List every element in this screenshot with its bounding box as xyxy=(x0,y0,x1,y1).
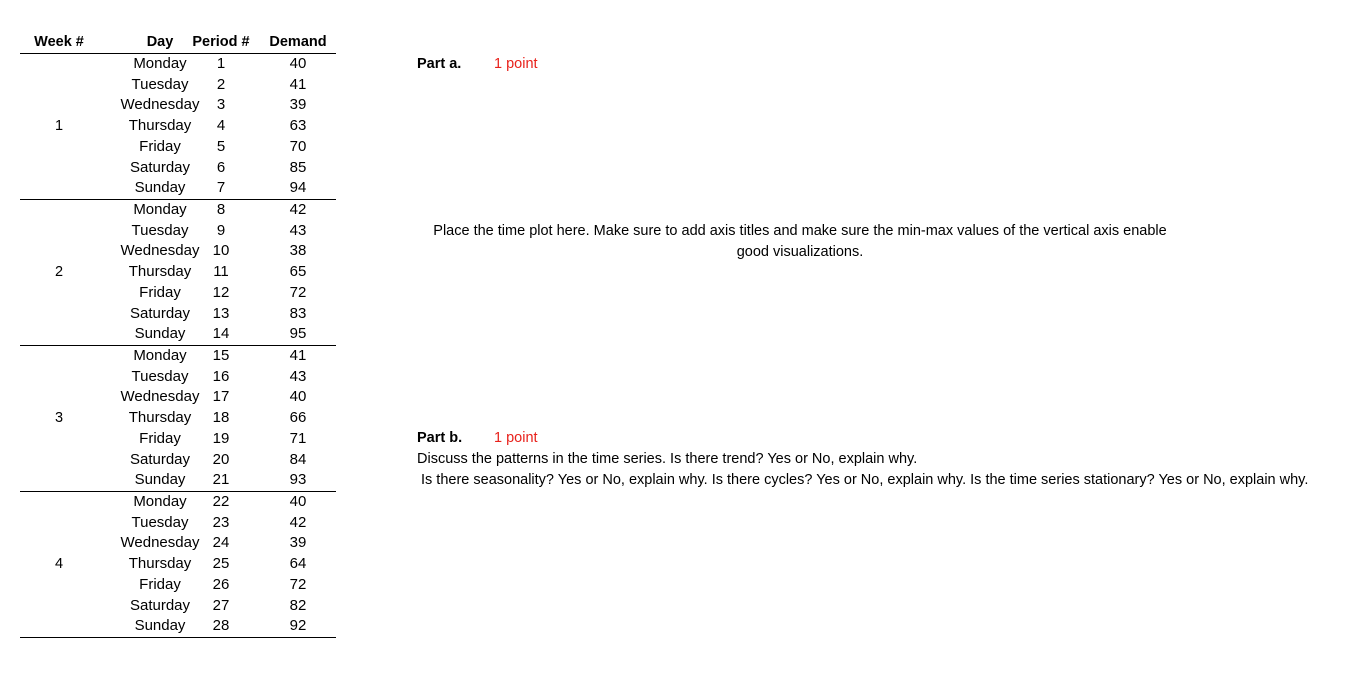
period-cell: 25 xyxy=(212,555,230,573)
header-week: Week # xyxy=(34,34,84,50)
header-period: Period # xyxy=(192,34,250,50)
period-cell: 20 xyxy=(212,450,230,468)
table-row xyxy=(20,429,336,450)
day-cell: Friday xyxy=(139,429,181,447)
table-row xyxy=(20,241,336,262)
day-cell: Thursday xyxy=(128,117,192,135)
period-cell: 14 xyxy=(212,325,230,343)
day-cell: Sunday xyxy=(134,471,186,489)
week-number: 3 xyxy=(54,410,64,426)
period-cell: 19 xyxy=(212,429,230,447)
week-number: 1 xyxy=(54,118,64,134)
demand-cell: 70 xyxy=(289,137,307,155)
part-a-points: 1 point xyxy=(494,56,538,72)
period-cell: 22 xyxy=(212,493,230,510)
day-cell: Friday xyxy=(139,283,181,301)
day-cell: Sunday xyxy=(134,179,186,197)
table-row xyxy=(20,283,336,304)
demand-cell: 42 xyxy=(289,513,307,531)
period-cell: 12 xyxy=(212,283,230,301)
period-cell: 2 xyxy=(216,75,226,93)
table-row xyxy=(20,470,336,491)
demand-cell: 42 xyxy=(289,201,307,218)
table-row xyxy=(20,324,336,345)
period-cell: 6 xyxy=(216,158,226,176)
demand-cell: 38 xyxy=(289,242,307,260)
period-cell: 21 xyxy=(212,471,230,489)
period-cell: 1 xyxy=(216,55,226,72)
day-cell: Sunday xyxy=(134,325,186,343)
period-cell: 23 xyxy=(212,513,230,531)
week-block xyxy=(20,54,336,200)
day-cell: Saturday xyxy=(129,596,191,614)
part-a-label: Part a. xyxy=(417,56,462,72)
week-number: 2 xyxy=(54,264,64,280)
day-cell: Wednesday xyxy=(120,242,200,260)
period-cell: 11 xyxy=(213,263,229,281)
table-row xyxy=(20,304,336,325)
table-row xyxy=(20,616,336,637)
table-body xyxy=(20,54,336,638)
period-cell: 10 xyxy=(212,242,230,260)
period-cell: 5 xyxy=(216,137,226,155)
demand-cell: 94 xyxy=(289,179,307,197)
demand-cell: 39 xyxy=(289,96,307,114)
period-cell: 16 xyxy=(212,367,230,385)
period-cell: 3 xyxy=(216,96,226,114)
day-cell: Saturday xyxy=(129,158,191,176)
table-row xyxy=(20,200,336,221)
demand-cell: 93 xyxy=(289,471,307,489)
table-row xyxy=(20,95,336,116)
demand-cell: 40 xyxy=(289,388,307,406)
period-cell: 17 xyxy=(212,388,230,406)
table-row xyxy=(20,575,336,596)
day-cell: Tuesday xyxy=(131,221,189,239)
day-cell: Wednesday xyxy=(120,96,200,114)
day-cell: Saturday xyxy=(129,450,191,468)
week-block xyxy=(20,346,336,492)
day-cell: Wednesday xyxy=(120,388,200,406)
table-row xyxy=(20,492,336,513)
table-row xyxy=(20,221,336,242)
part-a-instruction-line1: Place the time plot here. Make sure to add axis titles and make sure the min-max values of the vertical axis enable xyxy=(433,223,1167,239)
demand-cell: 72 xyxy=(289,575,307,593)
period-cell: 18 xyxy=(212,409,230,427)
table-row xyxy=(20,262,336,283)
demand-cell: 82 xyxy=(289,596,307,614)
week-block xyxy=(20,200,336,346)
day-cell: Wednesday xyxy=(120,534,200,552)
part-a-instruction xyxy=(380,221,1220,263)
period-cell: 4 xyxy=(216,117,226,135)
header-day: Day xyxy=(146,34,174,50)
demand-cell: 72 xyxy=(289,283,307,301)
table-row xyxy=(20,408,336,429)
table-row xyxy=(20,346,336,367)
day-cell: Friday xyxy=(139,575,181,593)
table-row xyxy=(20,137,336,158)
table-row xyxy=(20,178,336,199)
demand-cell: 83 xyxy=(289,304,307,322)
day-cell: Tuesday xyxy=(131,367,189,385)
demand-table xyxy=(20,33,336,638)
demand-cell: 40 xyxy=(289,55,307,72)
table-row xyxy=(20,450,336,471)
day-cell: Monday xyxy=(133,493,187,510)
table-row xyxy=(20,387,336,408)
day-cell: Sunday xyxy=(134,617,186,635)
day-cell: Thursday xyxy=(128,409,192,427)
period-cell: 15 xyxy=(212,347,230,364)
period-cell: 8 xyxy=(216,201,226,218)
period-cell: 28 xyxy=(212,617,230,635)
day-cell: Tuesday xyxy=(131,513,189,531)
day-cell: Monday xyxy=(133,347,187,364)
period-cell: 7 xyxy=(216,179,226,197)
week-block xyxy=(20,492,336,638)
demand-cell: 85 xyxy=(289,158,307,176)
table-row xyxy=(20,75,336,96)
table-row xyxy=(20,513,336,534)
period-cell: 24 xyxy=(212,534,230,552)
demand-cell: 84 xyxy=(289,450,307,468)
day-cell: Tuesday xyxy=(131,75,189,93)
demand-cell: 71 xyxy=(289,429,307,447)
part-b-points: 1 point xyxy=(494,430,538,446)
demand-cell: 41 xyxy=(289,75,307,93)
demand-cell: 40 xyxy=(289,493,307,510)
period-cell: 13 xyxy=(212,304,230,322)
table-row xyxy=(20,533,336,554)
table-row xyxy=(20,554,336,575)
table-row xyxy=(20,54,336,75)
day-cell: Friday xyxy=(139,137,181,155)
demand-cell: 39 xyxy=(289,534,307,552)
day-cell: Saturday xyxy=(129,304,191,322)
period-cell: 27 xyxy=(212,596,230,614)
period-cell: 26 xyxy=(212,575,230,593)
demand-cell: 43 xyxy=(289,367,307,385)
day-cell: Monday xyxy=(133,55,187,72)
table-row xyxy=(20,367,336,388)
demand-cell: 43 xyxy=(289,221,307,239)
part-b-question-line1: Discuss the patterns in the time series. Is there trend? Yes or No, explain why. xyxy=(417,451,918,467)
demand-cell: 92 xyxy=(289,617,307,635)
part-b-question-line2: Is there seasonality? Yes or No, explain why. Is there cycles? Yes or No, explain why. Is the time series stationary? Yes or No, explain why. xyxy=(421,472,1309,488)
demand-cell: 41 xyxy=(289,347,307,364)
period-cell: 9 xyxy=(216,221,226,239)
table-header xyxy=(20,33,336,54)
day-cell: Thursday xyxy=(128,555,192,573)
demand-cell: 63 xyxy=(289,117,307,135)
demand-cell: 66 xyxy=(289,409,307,427)
demand-cell: 95 xyxy=(289,325,307,343)
day-cell: Thursday xyxy=(128,263,192,281)
table-row xyxy=(20,116,336,137)
table-row xyxy=(20,158,336,179)
day-cell: Monday xyxy=(133,201,187,218)
part-a-instruction-line2: good visualizations. xyxy=(736,244,864,260)
week-number: 4 xyxy=(54,556,64,572)
part-b-label: Part b. xyxy=(417,430,463,446)
header-demand: Demand xyxy=(269,34,327,50)
demand-cell: 65 xyxy=(289,263,307,281)
table-row xyxy=(20,596,336,617)
demand-cell: 64 xyxy=(289,555,307,573)
